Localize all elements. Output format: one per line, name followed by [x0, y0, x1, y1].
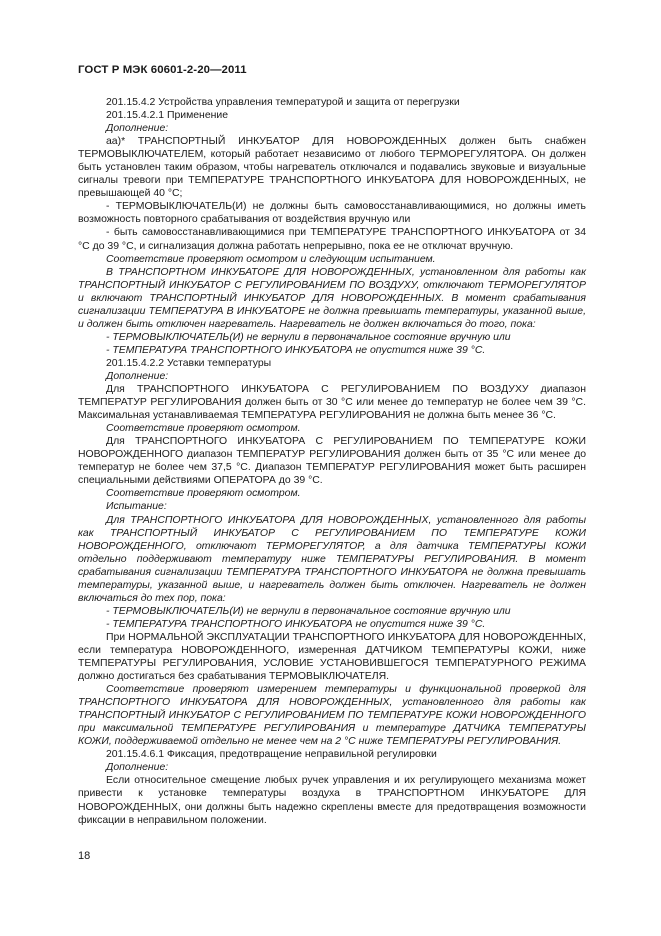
paragraph: Для ТРАНСПОРТНОГО ИНКУБАТОРА С РЕГУЛИРОВАНИЕМ ПО ТЕМПЕРАТУРЕ КОЖИ НОВОРОЖДЕННОГО диапазон ТЕМПЕРАТУР РЕГУЛИРОВАНИЯ должен быть от 35 °С или менее до температур не более чем 37,5 °С. Диапазон ТЕМПЕРАТУР РЕГУЛИРОВАНИЯ может быть расширен специальными действиями ОПЕРАТОРА до 39 °С.	[78, 436, 586, 487]
paragraph: Соответствие проверяют осмотром и следующим испытанием.	[106, 253, 436, 265]
paragraph: В ТРАНСПОРТНОМ ИНКУБАТОРЕ ДЛЯ НОВОРОЖДЕННЫХ, установленном для работы как ТРАНСПОРТНЫЙ ИНКУБАТОР С РЕГУЛИРОВАНИЕМ ПО ВОЗДУХУ, отключают ТЕРМОРЕГУЛЯТОР и включают ТРАНСПОРТНЫЙ ИНКУБАТОР ДЛЯ НОВОРОЖДЕННЫХ. В момент срабатывания сигнализации ТЕМПЕРАТУРА В ИНКУБАТОРЕ не должна превышать температуры, указанной выше, и должен быть отключен нагреватель. Нагреватель не должен включаться до того, пока:	[78, 266, 586, 330]
paragraph: 201.15.4.2.2 Уставки температуры	[106, 357, 272, 369]
paragraph: Для ТРАНСПОРТНОГО ИНКУБАТОРА С РЕГУЛИРОВАНИЕМ ПО ВОЗДУХУ диапазон ТЕМПЕРАТУР РЕГУЛИРОВАНИЯ должен быть от 30 °С или менее до температур не более чем 39 °С. Максимальная устанавливаемая ТЕМПЕРАТУРА РЕГУЛИРОВАНИЯ не должна быть менее 36 °С.	[78, 384, 586, 422]
paragraph: 201.15.4.6.1 Фиксация, предотвращение неправильной регулировки	[106, 749, 437, 761]
document-body	[78, 96, 586, 827]
paragraph: - ТЕМПЕРАТУРА ТРАНСПОРТНОГО ИНКУБАТОРА не опустится ниже 39 °С.	[106, 618, 486, 630]
paragraph: Соответствие проверяют осмотром.	[106, 423, 301, 435]
paragraph: 201.15.4.2 Устройства управления температурой и защита от перегрузки	[106, 97, 460, 108]
paragraph: - ТЕРМОВЫКЛЮЧАТЕЛЬ(И) не вернули в первоначальное состояние вручную или	[106, 331, 511, 343]
paragraph: - ТЕРМОВЫКЛЮЧАТЕЛЬ(И) не должны быть самовосстанавливающимися, но должны иметь возможность повторного срабатывания от воздействия вручную или	[78, 201, 586, 226]
paragraph: - ТЕРМОВЫКЛЮЧАТЕЛЬ(И) не вернули в первоначальное состояние вручную или	[106, 605, 511, 617]
paragraph: - ТЕМПЕРАТУРА ТРАНСПОРТНОГО ИНКУБАТОРА не опустится ниже 39 °С.	[106, 344, 486, 356]
paragraph: 201.15.4.2.1 Применение	[106, 110, 229, 122]
paragraph: - быть самовосстанавливающимися при ТЕМПЕРАТУРЕ ТРАНСПОРТНОГО ИНКУБАТОРА от 34 °С до 39 °С, и сигнализация должна работать непрерывно, пока ее не отключат вручную.	[78, 227, 586, 252]
paragraph: Для ТРАНСПОРТНОГО ИНКУБАТОРА ДЛЯ НОВОРОЖДЕННЫХ, установленного для работы как ТРАНСПОРТНЫЙ ИНКУБАТОР С РЕГУЛИРОВАНИЕМ ПО ТЕМПЕРАТУРЕ КОЖИ НОВОРОЖДЕННОГО, отключают ТЕРМОРЕГУЛЯТОР, а для датчика ТЕМПЕРАТУРЫ КОЖИ отдельно поддерживают температуру ниже ТЕМПЕРАТУРЫ РЕГУЛИРОВАНИЯ. В момент срабатывания сигнализации ТЕМПЕРАТУРА ТРАНСПОРТНОГО ИНКУБАТОРА не должна превышать температуры, указанной выше, и нагреватель должен быть отключен. Нагреватель не должен включаться до тех пор, пока:	[78, 514, 586, 604]
paragraph: Дополнение:	[106, 370, 169, 382]
page-number: 18	[78, 850, 91, 862]
paragraph: Соответствие проверяют измерением температуры и функциональной проверкой для ТРАНСПОРТНОГО ИНКУБАТОРА ДЛЯ НОВОРОЖДЕННЫХ, установленного для работы как ТРАНСПОРТНЫЙ ИНКУБАТОР С РЕГУЛИРОВАНИЕМ ПО ТЕМПЕРАТУРЕ КОЖИ НОВОРОЖДЕННОГО при максимальной ТЕМПЕРАТУРЕ РЕГУЛИРОВАНИЯ и температуре ДАТЧИКА ТЕМПЕРАТУРЫ КОЖИ, поддерживаемой отдельно не менее чем на 2 °С ниже ТЕМПЕРАТУРЫ РЕГУЛИРОВАНИЯ.	[78, 684, 586, 748]
paragraph: При НОРМАЛЬНОЙ ЭКСПЛУАТАЦИИ ТРАНСПОРТНОГО ИНКУБАТОРА ДЛЯ НОВОРОЖДЕННЫХ, если температура НОВОРОЖДЕННОГО, измеренная ДАТЧИКОМ ТЕМПЕРАТУРЫ КОЖИ, ниже ТЕМПЕРАТУРЫ РЕГУЛИРОВАНИЯ, УСЛОВИЕ УСТАНОВИВШЕГОСЯ ТЕМПЕРАТУРНОГО РЕЖИМА должно достигаться без срабатывания ТЕРМОВЫКЛЮЧАТЕЛЯ.	[78, 631, 586, 683]
paragraph: Если относительное смещение любых ручек управления и их регулирующего механизма может привести к установке температуры воздуха в ТРАНСПОРТНОМ ИНКУБАТОРЕ ДЛЯ НОВОРОЖДЕННЫХ, они должны быть надежно скреплены вместе для предотвращения возможности фиксации в неправильном положении.	[78, 775, 586, 826]
paragraph: Дополнение:	[106, 123, 169, 135]
document-header: ГОСТ Р МЭК 60601-2-20—2011	[78, 64, 247, 76]
paragraph: Соответствие проверяют осмотром.	[106, 488, 301, 500]
paragraph: Испытание:	[106, 501, 167, 513]
paragraph: аа)* ТРАНСПОРТНЫЙ ИНКУБАТОР ДЛЯ НОВОРОЖДЕННЫХ должен быть снабжен ТЕРМОВЫКЛЮЧАТЕЛЕМ, который работает независимо от любого ТЕРМОРЕГУЛЯТОРА. Он должен быть установлен таким образом, чтобы нагреватель отключался и подавались звуковые и визуальные сигналы тревоги при ТЕМПЕРАТУРЕ ТРАНСПОРТНОГО ИНКУБАТОРА ДЛЯ НОВОРОЖДЕННЫХ, не превышающей 40 °С;	[78, 136, 586, 200]
paragraph: Дополнение:	[106, 762, 169, 774]
